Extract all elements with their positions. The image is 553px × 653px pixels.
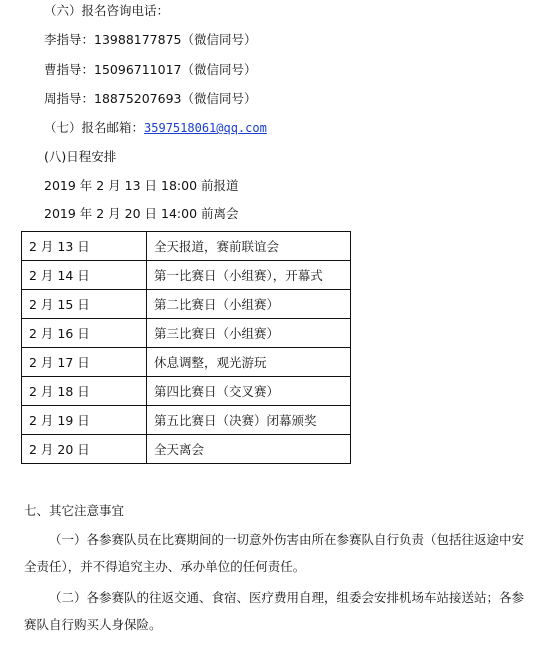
contact-item [44,31,257,49]
arrival-time: 2019 年 2 月 13 日 18:00 前报道 [44,178,239,193]
table-row [22,261,351,290]
table-row [22,290,351,319]
date-cell: 2 月 17 日 [22,348,147,377]
date-cell: 2 月 14 日 [22,261,147,290]
contact-name: 曹指导： [44,62,95,77]
event-cell: 第四比赛日（交叉赛） [147,377,351,406]
date-cell: 2 月 16 日 [22,319,147,348]
contact-name: 周指导： [44,91,95,106]
date-cell: 2 月 18 日 [22,377,147,406]
table-row [22,348,351,377]
event-cell: 全天报道，赛前联谊会 [147,232,351,261]
date-cell: 2 月 13 日 [22,232,147,261]
contact-name: 李指导： [44,32,95,47]
event-cell: 第二比赛日（小组赛） [147,290,351,319]
contact-note: （微信同号） [181,91,257,106]
notes-heading: 七、其它注意事宜 [24,503,125,518]
table-row [22,406,351,435]
event-cell: 第五比赛日（决赛）闭幕颁奖 [147,406,351,435]
table-row [22,435,351,464]
event-cell: 第三比赛日（小组赛） [147,319,351,348]
contact-phone: 15096711017 [94,62,182,77]
contact-phone: 18875207693 [94,91,182,106]
departure-time: 2019 年 2 月 20 日 14:00 前离会 [44,206,239,221]
date-cell: 2 月 15 日 [22,290,147,319]
date-cell: 2 月 19 日 [22,406,147,435]
schedule-table [21,231,351,464]
contact-phone: 13988177875 [94,32,182,47]
event-cell: 休息调整，观光游玩 [147,348,351,377]
event-cell: 全天离会 [147,435,351,464]
event-cell: 第一比赛日（小组赛），开幕式 [147,261,351,290]
table-row [22,377,351,406]
note-paragraph-1: （一）各参赛队员在比赛期间的一切意外伤害由所在参赛队自行负责（包括往返途中安全责任），并不得追究主办、承办单位的任何责任。 [24,532,525,574]
contact-note: （微信同号） [181,32,257,47]
email-label: （七）报名邮箱： [44,120,145,135]
email-link[interactable]: 3597518061@qq.com [144,121,267,135]
schedule-heading: (八)日程安排 [44,149,117,164]
note-paragraph-2: （二）各参赛队的往返交通、食宿、医疗费用自理，组委会安排机场车站接送站；各参赛队自行购买人身保险。 [24,590,525,632]
date-cell: 2 月 20 日 [22,435,147,464]
contact-heading: （六）报名咨询电话： [44,3,170,18]
contact-note: （微信同号） [181,62,257,77]
table-row [22,232,351,261]
contact-item [44,90,257,108]
table-row [22,319,351,348]
contact-item [44,61,257,79]
email-row [44,119,267,137]
